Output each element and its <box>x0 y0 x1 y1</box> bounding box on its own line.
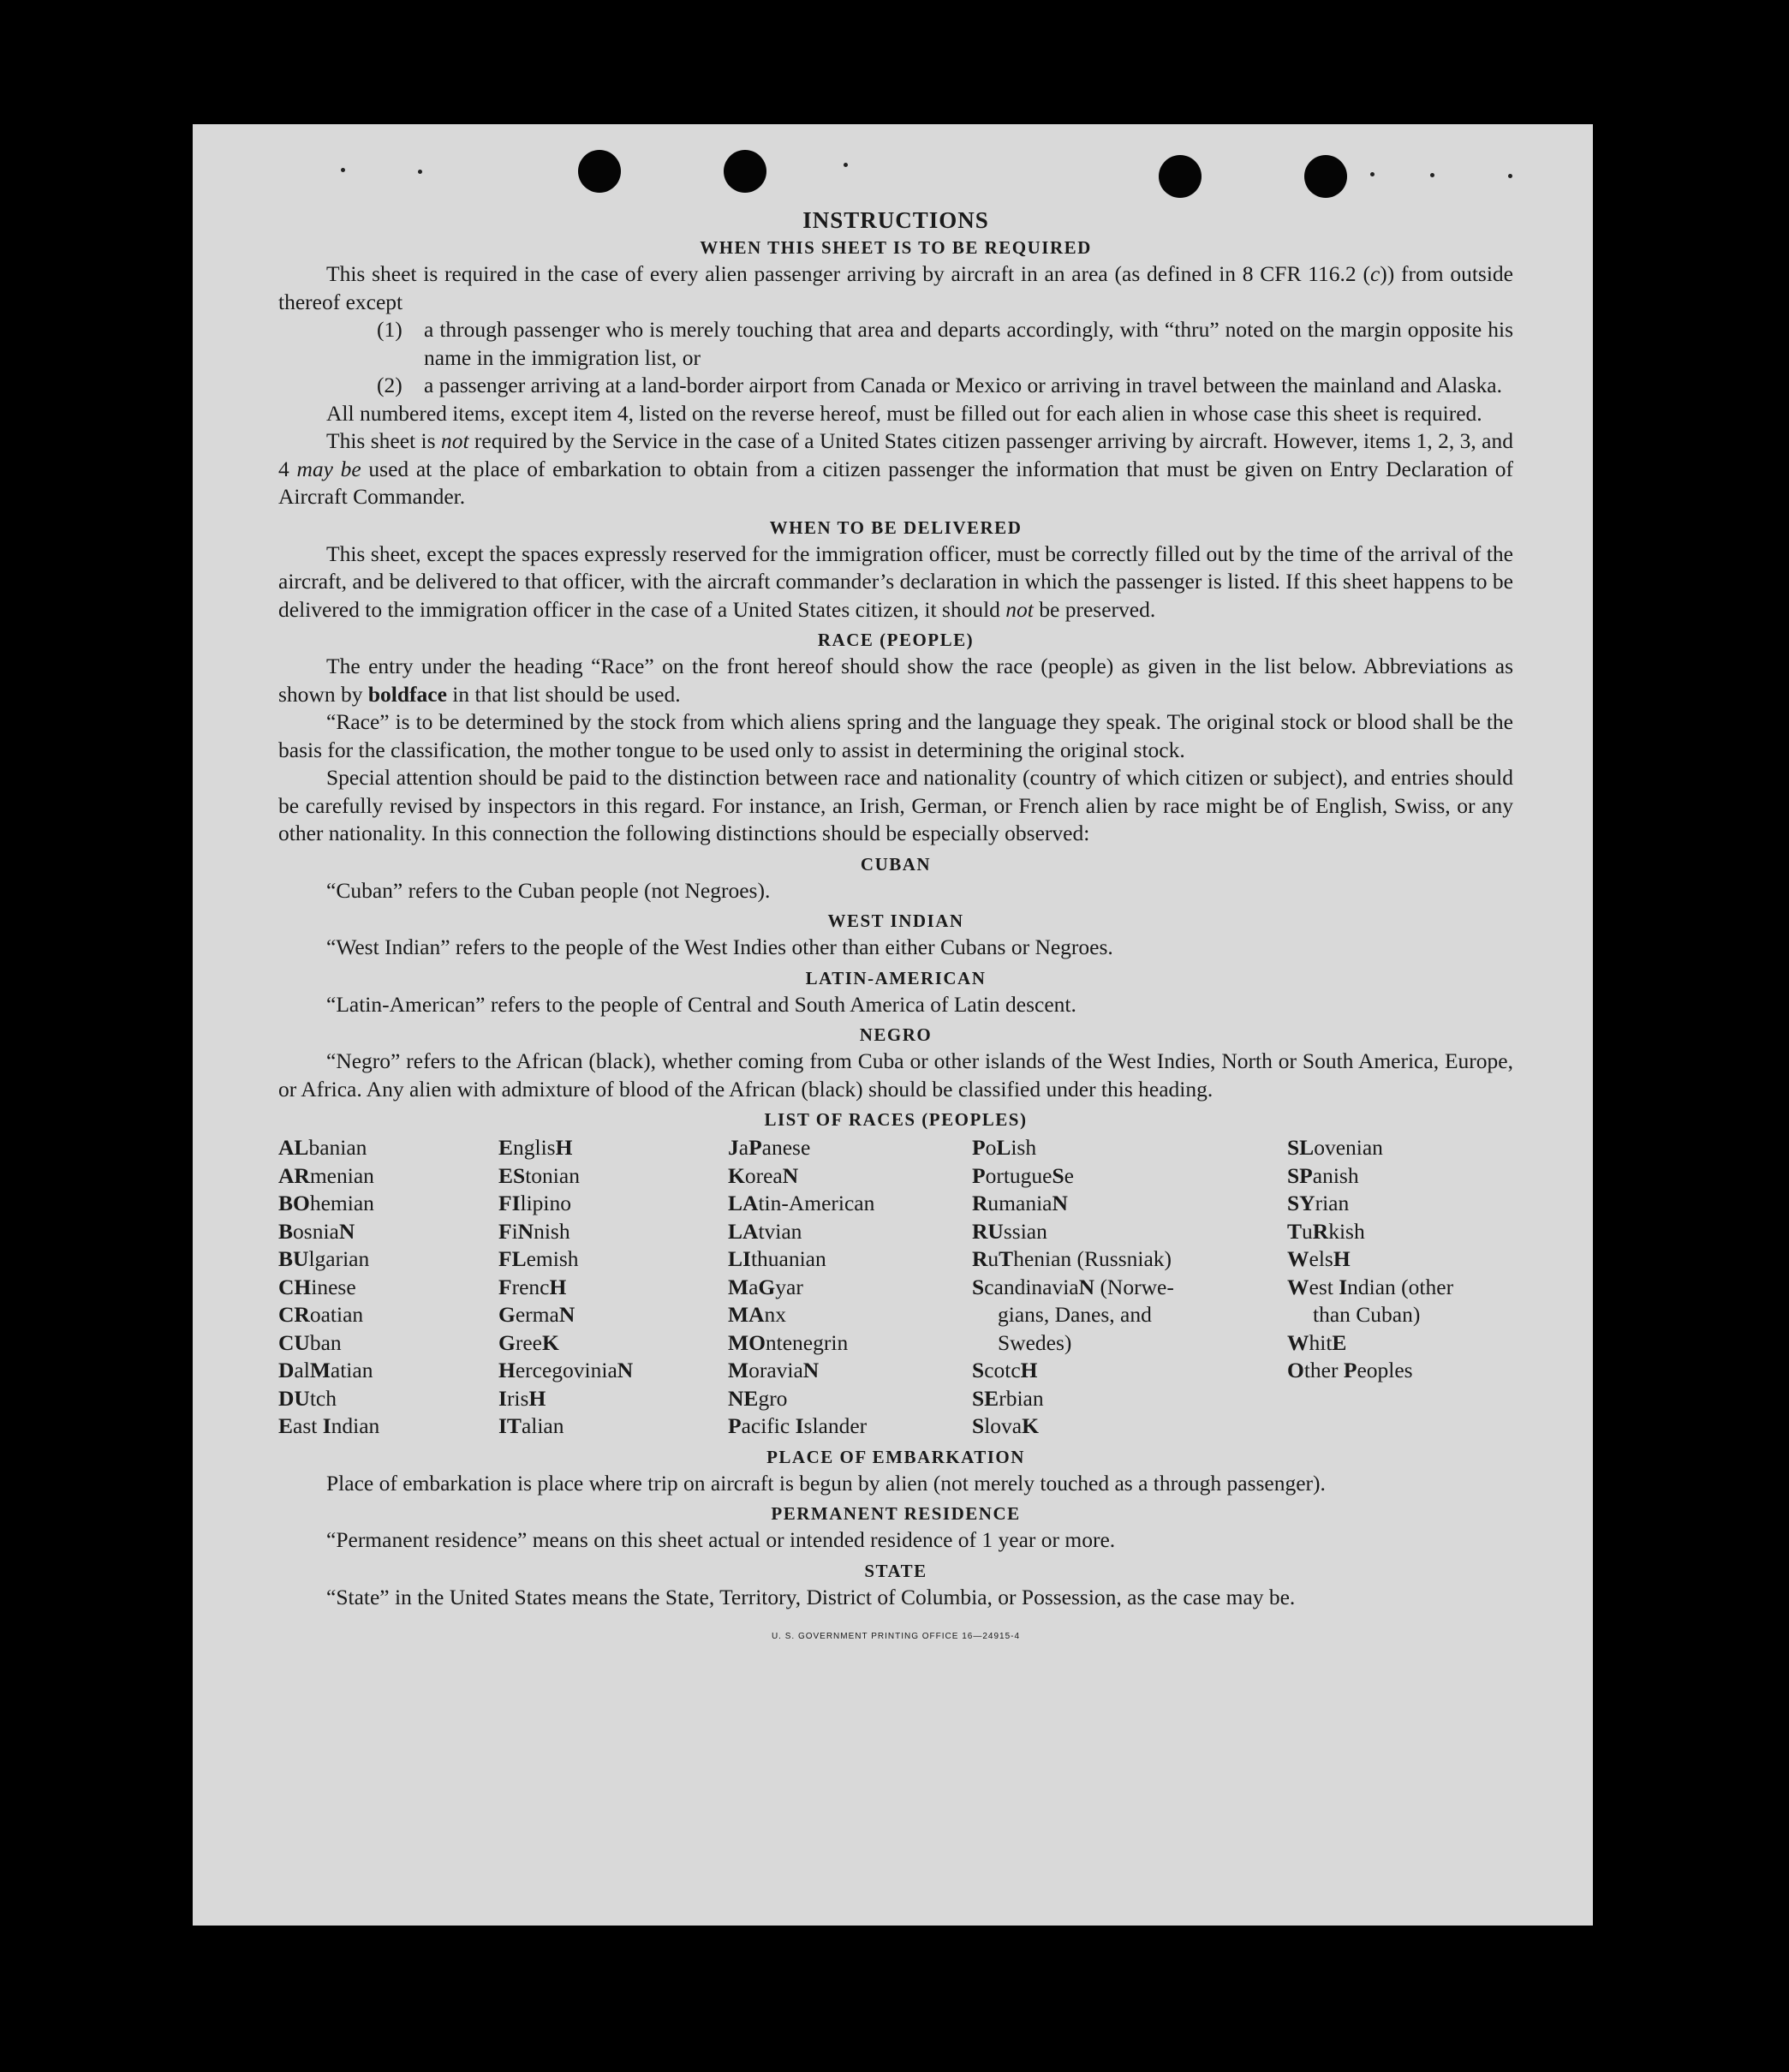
paragraph-required: This sheet is required in the case of every alien passenger arriving by aircraft in an area (as defined in 8 CFR 116.2 (c)) from outside thereof except <box>278 261 1513 314</box>
race-entry: MOntenegrin <box>728 1329 849 1355</box>
paragraph-race-2: “Race” is to be determined by the stock from which aliens spring and the language they speak. The original stock or blood shall be the basis for the classification, the mother tongue to be used only to assist in determining the original stock. <box>278 709 1513 762</box>
race-entry: ScotcH <box>972 1358 1038 1382</box>
document-title: INSTRUCTIONS <box>802 207 989 233</box>
race-entry: gians, Danes, and <box>998 1302 1152 1327</box>
paragraph-state: “State” in the United States means the State, Territory, District of Columbia, or Possession, as the case may be. <box>326 1584 1296 1609</box>
race-entry: SPanish <box>1287 1162 1359 1188</box>
race-entry: CUban <box>278 1329 342 1355</box>
race-entry: KoreaN <box>728 1162 799 1188</box>
speck <box>1370 172 1375 176</box>
race-entry: FiNnish <box>498 1218 570 1244</box>
printing-office-footer: U. S. GOVERNMENT PRINTING OFFICE 16—24915-4 <box>771 1632 1021 1641</box>
speck <box>418 170 422 174</box>
race-entry: BUlgarian <box>278 1246 370 1271</box>
punch-hole <box>1304 155 1347 198</box>
race-entry: PoLish <box>972 1135 1037 1160</box>
heading-negro: NEGRO <box>859 1024 933 1045</box>
race-entry: SlovaK <box>972 1413 1039 1438</box>
race-entry: CHinese <box>278 1274 356 1299</box>
races-column <box>972 1134 1287 1441</box>
heading-state: STATE <box>864 1560 927 1581</box>
race-entry: MAnx <box>728 1302 786 1327</box>
punch-hole <box>724 150 766 193</box>
heading-when-required: WHEN THIS SHEET IS TO BE REQUIRED <box>700 237 1092 258</box>
paragraph-west-indian: “West Indian” refers to the people of the West Indies other than either Cubans or Negroes. <box>326 934 1113 959</box>
speck <box>341 168 345 172</box>
heading-cuban: CUBAN <box>860 853 932 875</box>
instructions-content <box>278 206 1513 1651</box>
race-entry: FLemish <box>498 1246 579 1271</box>
race-entry: DalMatian <box>278 1358 373 1382</box>
heading-latin-american: LATIN-AMERICAN <box>805 967 987 988</box>
paragraph-residence: “Permanent residence” means on this sheet actual or intended residence of 1 year or more. <box>326 1527 1116 1552</box>
paragraph-latin-american: “Latin-American” refers to the people of Central and South America of Latin descent. <box>326 991 1076 1017</box>
paragraph-cuban: “Cuban” refers to the Cuban people (not Negroes). <box>326 877 771 903</box>
heading-permanent-residence: PERMANENT RESIDENCE <box>771 1503 1021 1524</box>
race-entry: RUssian <box>972 1218 1047 1244</box>
race-entry: PortugueSe <box>972 1162 1074 1188</box>
race-entry: than Cuban) <box>1313 1302 1421 1327</box>
race-entry: LAtvian <box>728 1218 802 1244</box>
races-column <box>498 1134 728 1441</box>
punch-hole <box>1159 155 1202 198</box>
paragraph-negro: “Negro” refers to the African (black), whether coming from Cuba or other islands of the West Indies, North or South America, Europe, or Africa. Any alien with admixture of blood of the African (black) should be classified under this heading. <box>278 1048 1513 1102</box>
paragraph-race-3: Special attention should be paid to the distinction between race and nationality (country of which citizen or subject), and entries should be carefully revised by inspectors in this regard. For instance, an Irish, German, or French alien by race might be of English, Swiss, or any other nationality. In this connection the following distinctions should be especially observed: <box>278 765 1513 845</box>
race-entry: GreeK <box>498 1329 559 1355</box>
race-entry: NEgro <box>728 1385 788 1411</box>
race-entry: FrencH <box>498 1274 567 1299</box>
exception-item-2: (2) a passenger arriving at a land-border airport from Canada or Mexico or arriving in travel between the mainland and Alaska. <box>377 373 1502 397</box>
paragraph-numbered-items: All numbered items, except item 4, listed on the reverse hereof, must be filled out for each alien in whose case this sheet is required. <box>326 400 1482 426</box>
heading-place-of-embarkation: PLACE OF EMBARKATION <box>766 1446 1025 1467</box>
document-sheet <box>193 124 1593 1926</box>
race-entry: LIthuanian <box>728 1246 826 1271</box>
race-entry: ARmenian <box>278 1162 374 1188</box>
race-entry: MaGyar <box>728 1274 803 1299</box>
race-entry: WelsH <box>1287 1246 1351 1271</box>
race-entry: EnglisH <box>498 1135 573 1160</box>
race-entry: FIlipino <box>498 1191 572 1215</box>
heading-west-indian: WEST INDIAN <box>827 911 964 931</box>
races-column <box>728 1134 972 1441</box>
race-entry: TuRkish <box>1287 1218 1365 1244</box>
race-entry: JaPanese <box>728 1135 811 1160</box>
race-entry: East Indian <box>278 1413 380 1438</box>
race-entry: ALbanian <box>278 1135 367 1160</box>
paragraph-race-1: The entry under the heading “Race” on the front hereof should show the race (people) as given in the list below. Abbreviations as shown by boldface in that list should be used. <box>278 654 1513 707</box>
race-entry: RumaniaN <box>972 1191 1068 1215</box>
heading-list-of-races: LIST OF RACES (PEOPLES) <box>764 1109 1028 1130</box>
race-entry: ScandinaviaN (Norwe- <box>972 1274 1174 1299</box>
speck <box>1508 174 1512 178</box>
races-column <box>278 1134 498 1441</box>
heading-when-delivered: WHEN TO BE DELIVERED <box>769 517 1023 538</box>
race-entry: Swedes) <box>998 1329 1072 1355</box>
paragraph-embarkation: Place of embarkation is place where trip on aircraft is begun by alien (not merely touched as a through passenger). <box>326 1470 1326 1496</box>
punch-hole <box>578 150 621 193</box>
race-entry: DUtch <box>278 1385 337 1411</box>
race-entry: SLovenian <box>1287 1135 1383 1160</box>
race-entry: Other Peoples <box>1287 1358 1413 1382</box>
race-entry: West Indian (other <box>1287 1274 1454 1299</box>
race-entry: WhitE <box>1287 1329 1347 1355</box>
races-list <box>278 1134 1513 1441</box>
speck <box>844 163 848 167</box>
race-entry: CRoatian <box>278 1302 364 1327</box>
race-entry: Pacific Islander <box>728 1413 868 1438</box>
race-entry: GermaN <box>498 1302 575 1327</box>
race-entry: EStonian <box>498 1162 580 1188</box>
race-entry: SYrian <box>1287 1191 1350 1215</box>
paragraph-delivered: This sheet, except the spaces expressly reserved for the immigration officer, must be correctly filled out by the time of the arrival of the aircraft, and be delivered to that officer, with the aircraft commander’s declaration in which the passenger is listed. If this sheet happens to be delivered to the immigration officer in the case of a United States citizen, it should not be preserved. <box>278 540 1513 622</box>
race-entry: BOhemian <box>278 1191 374 1215</box>
race-entry: BosniaN <box>278 1218 355 1244</box>
race-entry: IrisH <box>498 1385 546 1411</box>
race-entry: RuThenian (Russniak) <box>972 1246 1172 1271</box>
race-entry: SErbian <box>972 1385 1044 1411</box>
race-entry: LAtin-American <box>728 1191 875 1215</box>
paragraph-citizen: This sheet is not required by the Service in the case of a United States citizen passenger arriving by aircraft. However, items 1, 2, 3, and 4 may be used at the place of embarkation to obtain from a citizen passenger the information that must be given on Entry Declaration of Aircraft Commander. <box>278 428 1514 509</box>
heading-race: RACE (PEOPLE) <box>817 630 975 650</box>
race-entry: MoraviaN <box>728 1358 820 1382</box>
race-entry: ITalian <box>498 1413 564 1438</box>
race-entry: HercegoviniaN <box>498 1358 634 1382</box>
exception-item-1: (1) a through passenger who is merely touching that area and departs accordingly, with “thru” noted on the margin opposite his name in the immigration list, or <box>377 317 1513 370</box>
speck <box>1430 173 1434 177</box>
races-column <box>1287 1134 1513 1441</box>
